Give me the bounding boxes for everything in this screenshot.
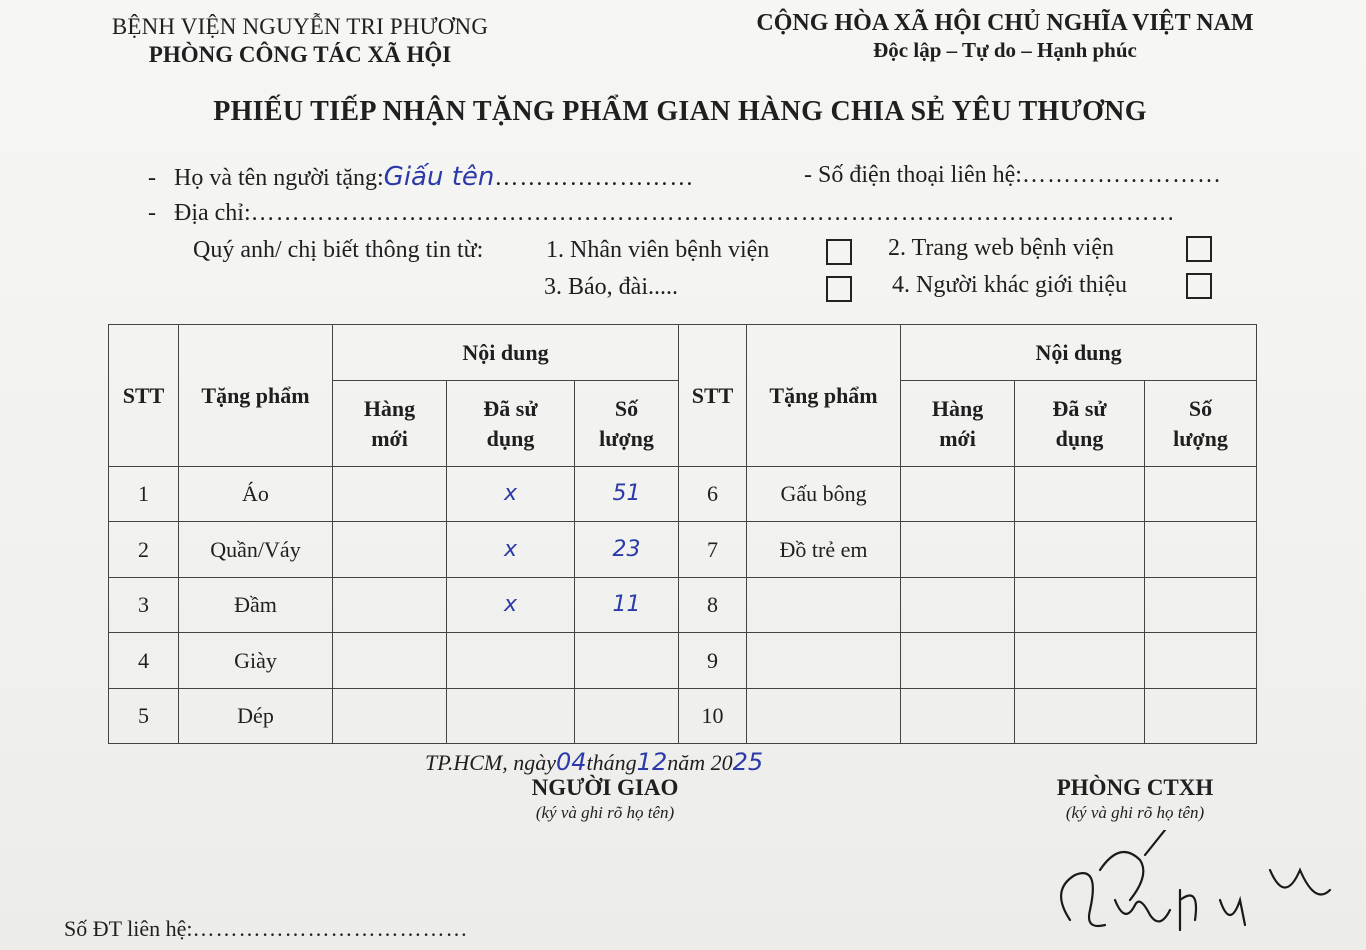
address-dash: -: [148, 200, 156, 226]
row-used[interactable]: x: [447, 522, 575, 577]
row-used[interactable]: x: [447, 577, 575, 632]
national-motto: Độc lập – Tự do – Hạnh phúc: [873, 38, 1137, 62]
row-stt: 1: [109, 467, 179, 522]
row-qty-2[interactable]: [1145, 633, 1257, 688]
header-qty: Số lượng: [575, 381, 679, 467]
address-dots[interactable]: …………………………………………………………………………………………………: [250, 200, 1176, 226]
option-web-checkbox[interactable]: [1186, 236, 1212, 262]
row-stt-2: 9: [679, 633, 747, 688]
row-used-2[interactable]: [1015, 467, 1145, 522]
donation-table: [108, 324, 1257, 744]
row-qty[interactable]: 11: [575, 577, 679, 632]
row-qty[interactable]: [575, 633, 679, 688]
phone-label: - Số điện thoại liên hệ:: [804, 162, 1022, 188]
table-row: [109, 688, 1257, 743]
republic-name: CỘNG HÒA XÃ HỘI CHỦ NGHĨA VIỆT NAM: [756, 10, 1254, 36]
row-item: Dép: [179, 688, 333, 743]
option-staff-label: 1. Nhân viên bệnh viện: [546, 237, 770, 263]
row-used-2[interactable]: [1015, 688, 1145, 743]
row-new-2[interactable]: [901, 633, 1015, 688]
row-new[interactable]: [333, 633, 447, 688]
row-new[interactable]: [333, 522, 447, 577]
footer-phone-label: Số ĐT liên hệ:: [64, 916, 193, 941]
table-row: [109, 577, 1257, 632]
hospital-name: BỆNH VIỆN NGUYỄN TRI PHƯƠNG: [111, 14, 489, 39]
table-row: [109, 522, 1257, 577]
donor-dots: ……………………: [494, 165, 695, 191]
row-used-2[interactable]: [1015, 633, 1145, 688]
row-used[interactable]: x: [447, 467, 575, 522]
row-new-2[interactable]: [901, 467, 1015, 522]
row-qty[interactable]: 23: [575, 522, 679, 577]
row-new[interactable]: [333, 577, 447, 632]
option-press-checkbox[interactable]: [826, 276, 852, 302]
row-stt-2: 10: [679, 688, 747, 743]
header-item: Tặng phẩm: [179, 325, 333, 467]
option-referral-checkbox[interactable]: [1186, 273, 1212, 299]
row-qty-2[interactable]: [1145, 467, 1257, 522]
option-web-label: 2. Trang web bệnh viện: [888, 235, 1114, 261]
footer-phone: [64, 916, 469, 942]
source-label: Quý anh/ chị biết thông tin từ:: [193, 237, 484, 263]
header-used-2: Đã sử dụng: [1015, 381, 1145, 467]
receiver-signature: [1030, 830, 1350, 940]
address-label: Địa chỉ:: [174, 200, 251, 226]
receiver-block: [1030, 775, 1240, 823]
form-title: PHIẾU TIẾP NHẬN TẶNG PHẨM GIAN HÀNG CHIA SẺ YÊU THƯƠNG: [213, 96, 1147, 127]
donor-label: Họ và tên người tặng:: [174, 165, 384, 191]
row-stt-2: 6: [679, 467, 747, 522]
row-used-2[interactable]: [1015, 522, 1145, 577]
row-new-2[interactable]: [901, 688, 1015, 743]
row-qty-2[interactable]: [1145, 688, 1257, 743]
giver-title: NGƯỜI GIAO: [531, 775, 679, 800]
header-content-2: Nội dung: [901, 325, 1257, 381]
row-item-2: Đồ trẻ em: [747, 522, 901, 577]
row-item-2: [747, 577, 901, 632]
row-new-2[interactable]: [901, 577, 1015, 632]
row-new[interactable]: [333, 688, 447, 743]
row-used[interactable]: [447, 688, 575, 743]
date-line: [425, 748, 763, 776]
date-year-suffix[interactable]: 25: [732, 748, 764, 776]
header-new-2: Hàng mới: [901, 381, 1015, 467]
row-stt-2: 8: [679, 577, 747, 632]
row-item-2: Gấu bông: [747, 467, 901, 522]
row-item: Đầm: [179, 577, 333, 632]
row-used-2[interactable]: [1015, 577, 1145, 632]
row-stt: 4: [109, 633, 179, 688]
row-item-2: [747, 688, 901, 743]
header-stt: STT: [109, 325, 179, 467]
row-item: Quần/Váy: [179, 522, 333, 577]
option-staff-checkbox[interactable]: [826, 239, 852, 265]
phone-dots[interactable]: ……………………: [1021, 162, 1222, 188]
header-left: [60, 14, 540, 68]
donor-dash: -: [148, 165, 156, 191]
header-stt-2: STT: [679, 325, 747, 467]
header-qty-2: Số lượng: [1145, 381, 1257, 467]
row-item-2: [747, 633, 901, 688]
date-month-label: tháng: [586, 750, 637, 775]
row-item: Giày: [179, 633, 333, 688]
row-new[interactable]: [333, 467, 447, 522]
table-row: [109, 633, 1257, 688]
row-stt: 3: [109, 577, 179, 632]
row-new-2[interactable]: [901, 522, 1015, 577]
date-prefix: TP.HCM, ngày: [425, 750, 556, 775]
row-stt: 5: [109, 688, 179, 743]
option-referral-label: 4. Người khác giới thiệu: [892, 272, 1128, 298]
option-press-label: 3. Báo, đài.....: [544, 274, 678, 300]
header-item-2: Tặng phẩm: [747, 325, 901, 467]
address-line: [148, 200, 1176, 227]
row-qty[interactable]: [575, 688, 679, 743]
date-month[interactable]: 12: [636, 748, 668, 776]
donor-value[interactable]: Giấu tên: [383, 162, 495, 192]
giver-note: (ký và ghi rõ họ tên): [535, 803, 675, 822]
header-right: [740, 10, 1270, 63]
department-name: PHÒNG CÔNG TÁC XÃ HỘI: [148, 42, 452, 67]
row-stt-2: 7: [679, 522, 747, 577]
row-qty-2[interactable]: [1145, 522, 1257, 577]
header-used: Đã sử dụng: [447, 381, 575, 467]
row-qty-2[interactable]: [1145, 577, 1257, 632]
receiver-title: PHÒNG CTXH: [1056, 775, 1214, 800]
receiver-note: (ký và ghi rõ họ tên): [1065, 803, 1205, 822]
header-content: Nội dung: [333, 325, 679, 381]
row-qty[interactable]: 51: [575, 467, 679, 522]
date-day[interactable]: 04: [556, 748, 587, 776]
row-item: Áo: [179, 467, 333, 522]
header-new: Hàng mới: [333, 381, 447, 467]
giver-block: [500, 775, 710, 823]
date-year-label: năm 20: [667, 750, 733, 775]
phone-line: [804, 162, 1222, 189]
row-stt: 2: [109, 522, 179, 577]
row-used[interactable]: [447, 633, 575, 688]
table-row: [109, 467, 1257, 522]
donor-line: [148, 162, 694, 192]
footer-phone-dots[interactable]: ………………………………: [192, 916, 469, 941]
